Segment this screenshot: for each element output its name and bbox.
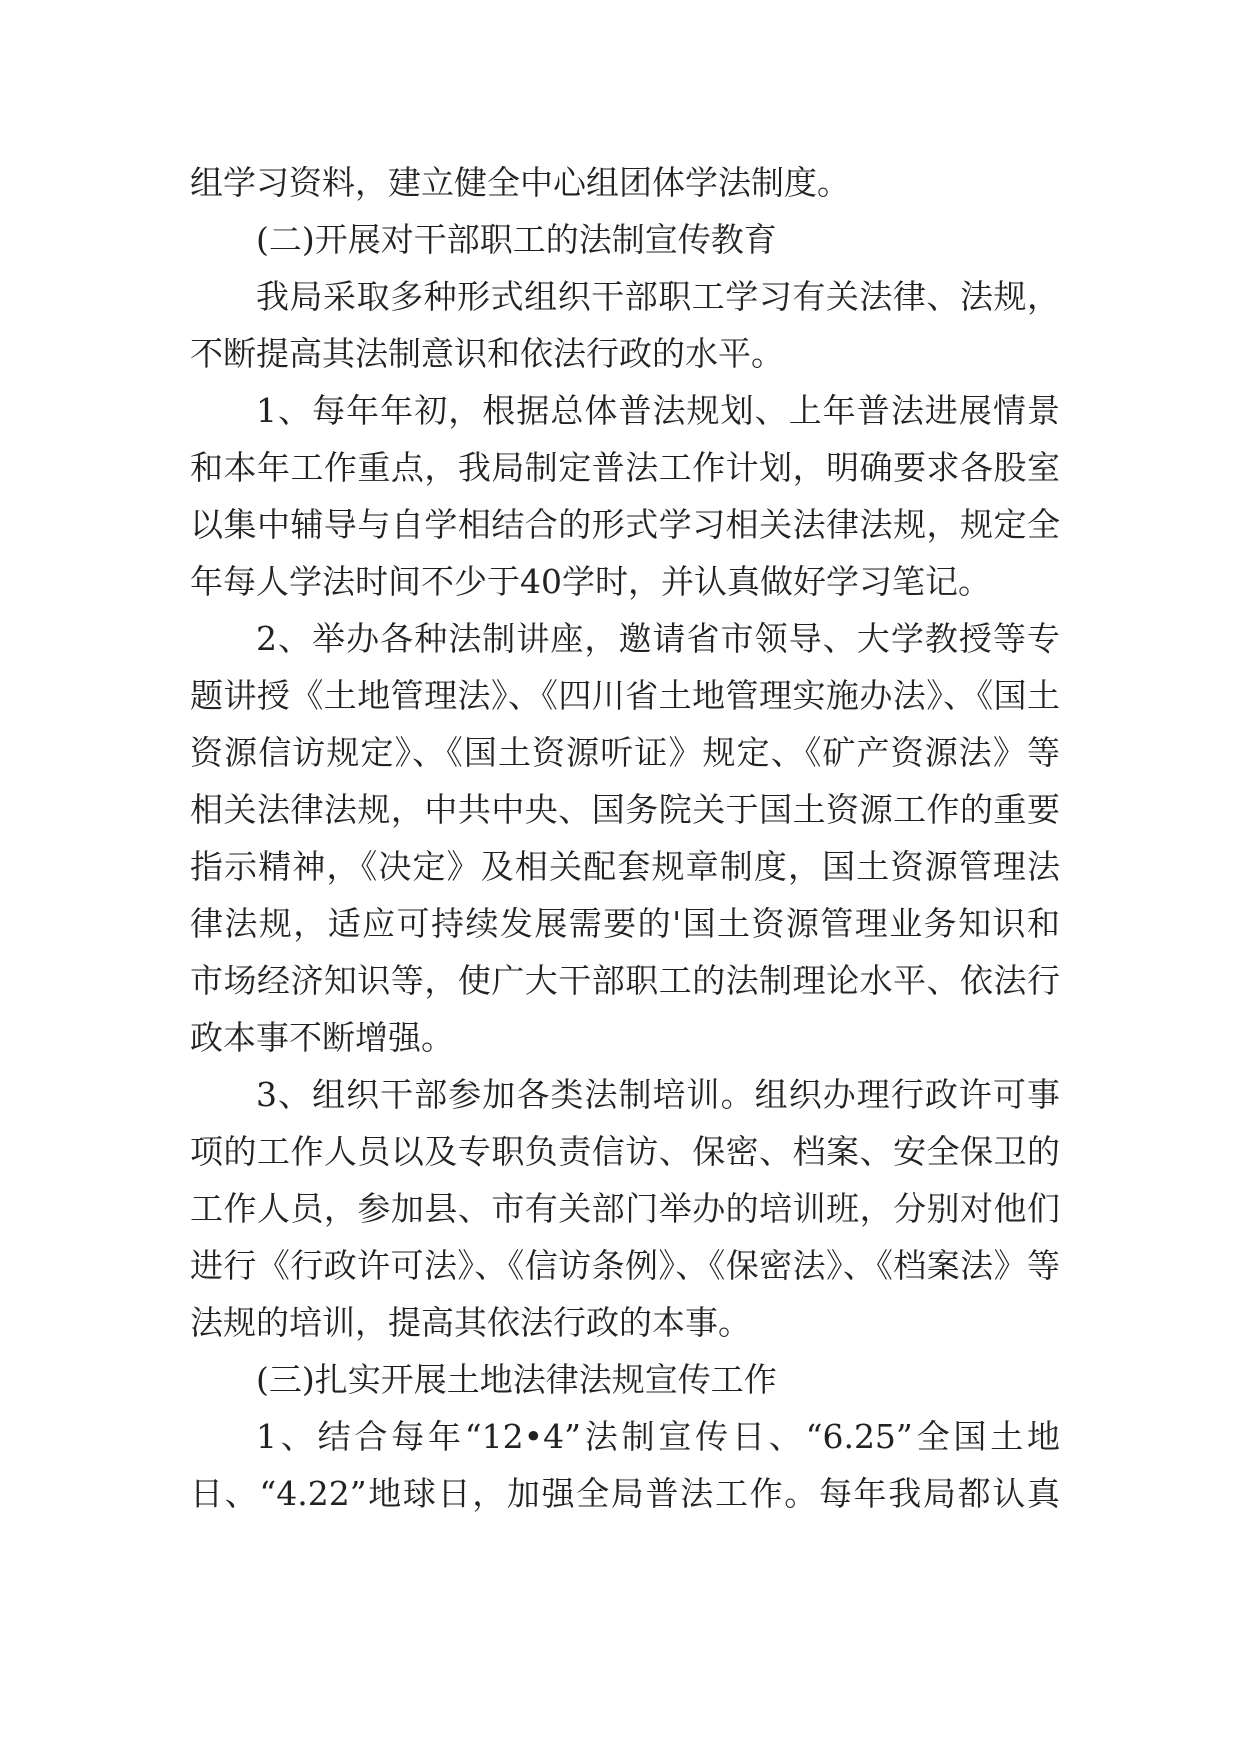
paragraph-line: 进行《行政许可法》、《信访条例》、《保密法》、《档案法》等 (190, 1246, 1060, 1285)
paragraph-line: 以集中辅导与自学相结合的形式学习相关法律法规，规定全 (190, 505, 1060, 544)
paragraph-line: 法规的培训，提高其依法行政的本事。 (190, 1303, 751, 1342)
paragraph-line: 市场经济知识等，使广大干部职工的法制理论水平、依法行 (190, 961, 1060, 1000)
paragraph-line: 组学习资料，建立健全中心组团体学法制度。 (190, 163, 850, 202)
paragraph-line: 年每人学法时间不少于40学时，并认真做好学习笔记。 (190, 562, 991, 601)
paragraph-line: 3、组织干部参加各类法制培训。组织办理行政许可事 (256, 1075, 1060, 1114)
section-heading: (二)开展对干部职工的法制宣传教育 (256, 220, 777, 259)
paragraph-line: 2、举办各种法制讲座，邀请省市领导、大学教授等专 (256, 619, 1060, 658)
paragraph-line: 资源信访规定》、《国土资源听证》规定、《矿产资源法》等 (190, 733, 1060, 772)
paragraph-line: 项的工作人员以及专职负责信访、保密、档案、安全保卫的 (190, 1132, 1060, 1171)
paragraph-line: 相关法律法规，中共中央、国务院关于国土资源工作的重要 (190, 790, 1060, 829)
section-heading: (三)扎实开展土地法律法规宣传工作 (256, 1360, 777, 1399)
paragraph-line: 题讲授《土地管理法》、《四川省土地管理实施办法》、《国土 (190, 676, 1060, 715)
paragraph-line: 1、结合每年“12•4”法制宣传日、“6.25”全国土地 (256, 1417, 1060, 1456)
paragraph-line: 律法规，适应可持续发展需要的'国土资源管理业务知识和 (190, 904, 1060, 943)
paragraph-line: 日、“4.22”地球日，加强全局普法工作。每年我局都认真 (190, 1474, 1060, 1513)
paragraph-line: 我局采取多种形式组织干部职工学习有关法律、法规， (256, 277, 1060, 316)
paragraph-line: 指示精神，《决定》及相关配套规章制度，国土资源管理法 (190, 847, 1060, 886)
paragraph-line: 政本事不断增强。 (190, 1018, 454, 1057)
paragraph-line: 不断提高其法制意识和依法行政的水平。 (190, 334, 784, 373)
document-body (190, 154, 1060, 1522)
paragraph-line: 和本年工作重点，我局制定普法工作计划，明确要求各股室 (190, 448, 1060, 487)
paragraph-line: 1、每年年初，根据总体普法规划、上年普法进展情景 (256, 391, 1060, 430)
paragraph-line: 工作人员，参加县、市有关部门举办的培训班，分别对他们 (190, 1189, 1060, 1228)
